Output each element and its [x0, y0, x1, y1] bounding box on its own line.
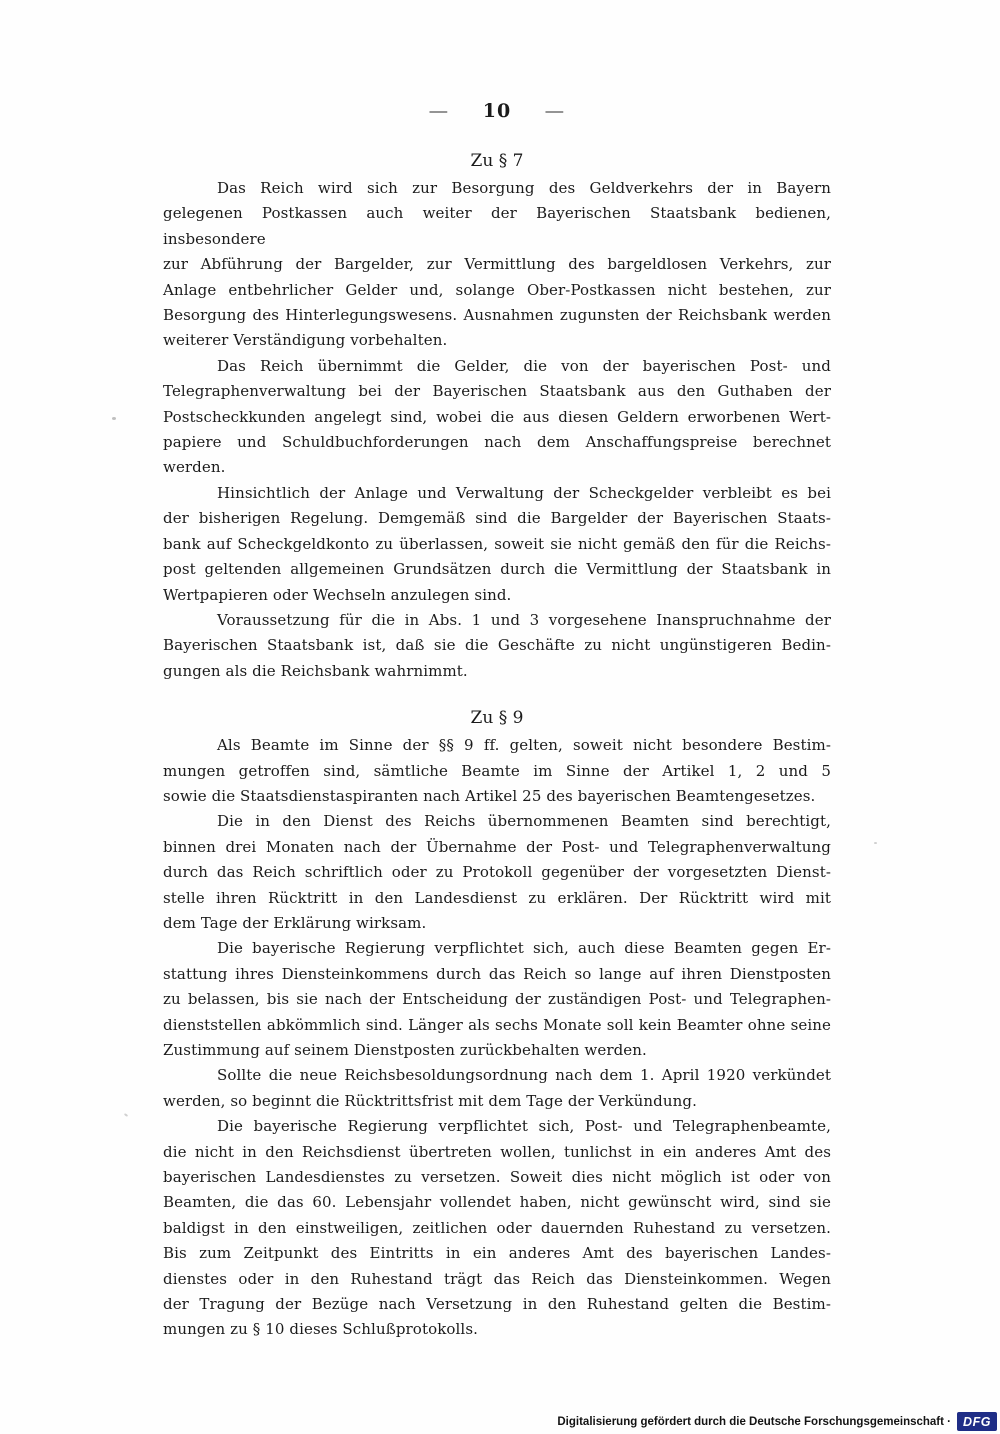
page-number-dash-left: —: [428, 102, 450, 120]
text-line: bank auf Scheckgeldkonto zu überlassen, soweit sie nicht gemäß den für die Reichs-: [163, 534, 831, 553]
scan-speck: [874, 842, 877, 844]
page-number-dash-right: —: [544, 102, 566, 120]
text-column: [163, 96, 831, 1343]
scan-speck: [124, 1113, 128, 1117]
text-line: Sollte die neue Reichsbesoldungsordnung nach dem 1. April 1920 verkündet: [217, 1066, 831, 1085]
text-line: zu belassen, bis sie nach der Entscheidung der zuständigen Post- und Telegraphen-: [163, 990, 831, 1009]
text-line: post geltenden allgemeinen Grundsätzen durch die Vermittlung der Staatsbank in: [163, 560, 831, 579]
text-line: Postscheckkunden angelegt sind, wobei die aus diesen Geldern erworbenen Wert-: [163, 407, 831, 426]
text-line: gelegenen Postkassen auch weiter der Bayerischen Staatsbank bedienen, insbesondere: [163, 204, 831, 248]
text-line: Telegraphenverwaltung bei der Bayerischen Staatsbank aus den Guthaben der: [163, 382, 831, 401]
text-line: Das Reich wird sich zur Besorgung des Geldverkehrs der in Bayern: [217, 179, 831, 197]
text-line: werden, so beginnt die Rücktrittsfrist mit dem Tage der Verkündung.: [163, 1091, 697, 1110]
text-line: Voraussetzung für die in Abs. 1 und 3 vorgesehene Inanspruchnahme der: [217, 610, 831, 629]
paragraph: [163, 936, 831, 1063]
text-line: mungen getroffen sind, sämtliche Beamte im Sinne der Artikel 1, 2 und 5: [163, 761, 831, 780]
text-line: sowie die Staatsdienstaspiranten nach Artikel 25 des bayerischen Beamtengesetzes.: [163, 786, 816, 805]
text-line: bayerischen Landesdienstes zu versetzen. Soweit dies nicht möglich ist oder von: [163, 1168, 831, 1187]
paragraph: [163, 1063, 831, 1114]
dfg-logo: DFG: [957, 1412, 997, 1431]
paragraph: [163, 1114, 831, 1343]
text-line: Beamten, die das 60. Lebensjahr vollendet haben, nicht gewünscht wird, sind sie: [163, 1193, 831, 1212]
paragraph: [163, 809, 831, 936]
text-line: zur Abführung der Bargelder, zur Vermittlung des bargeldlosen Verkehrs, zur: [163, 255, 831, 274]
paragraph: [163, 608, 831, 684]
text-line: durch das Reich schriftlich oder zu Protokoll gegenüber der vorgesetzten Dienst-: [163, 863, 831, 882]
text-line: Bayerischen Staatsbank ist, daß sie die Geschäfte zu nicht ungünstigeren Bedin-: [163, 636, 831, 655]
text-line: dienstes oder in den Ruhestand trägt das Reich das Diensteinkommen. Wegen: [163, 1269, 831, 1288]
page-number: 10: [482, 100, 512, 122]
text-line: gungen als die Reichsbank wahrnimmt.: [163, 661, 468, 680]
text-line: Anlage entbehrlicher Gelder und, solange Ober-Postkassen nicht bestehen, zur: [163, 280, 831, 299]
text-line: stattung ihres Diensteinkommens durch das Reich so lange auf ihren Dienstposten: [163, 964, 831, 983]
paragraph: [163, 354, 831, 481]
text-line: der bisherigen Regelung. Demgemäß sind die Bargelder der Bayerischen Staats-: [163, 509, 831, 528]
document-body: [163, 148, 831, 1343]
text-line: stelle ihren Rücktritt in den Landesdienst zu erklären. Der Rücktritt wird mit: [163, 888, 831, 907]
paragraph: [163, 176, 831, 354]
text-line: der Tragung der Bezüge nach Versetzung in den Ruhestand gelten die Bestim-: [163, 1295, 831, 1314]
text-line: die nicht in den Reichsdienst übertreten wollen, tunlichst in ein anderes Amt des: [163, 1142, 831, 1161]
text-line: Hinsichtlich der Anlage und Verwaltung der Scheckgelder verbleibt es bei: [217, 483, 831, 502]
text-line: papiere und Schuldbuchforderungen nach dem Anschaffungspreise berechnet werden.: [163, 433, 831, 477]
section-heading: Zu § 7: [470, 151, 524, 171]
paragraph: [163, 733, 831, 809]
text-line: binnen drei Monaten nach der Übernahme der Post- und Telegraphenverwaltung: [163, 837, 831, 856]
paragraph: [163, 481, 831, 608]
text-line: Das Reich übernimmt die Gelder, die von der bayerischen Post- und: [217, 356, 831, 375]
page-number-row: [163, 96, 831, 126]
text-line: dem Tage der Erklärung wirksam.: [163, 913, 427, 932]
section-heading: Zu § 9: [470, 708, 524, 729]
text-line: baldigst in den einstweiligen, zeitlichen oder dauernden Ruhestand zu versetzen.: [163, 1218, 831, 1237]
text-line: Die bayerische Regierung verpflichtet sich, auch diese Beamten gegen Er-: [217, 939, 831, 958]
scan-speck: [112, 417, 116, 420]
text-line: Die in den Dienst des Reichs übernommenen Beamten sind berechtigt,: [217, 812, 831, 831]
text-line: Die bayerische Regierung verpflichtet sich, Post- und Telegraphenbeamte,: [217, 1117, 831, 1136]
text-line: Wertpapieren oder Wechseln anzulegen sind.: [163, 585, 512, 604]
text-line: Als Beamte im Sinne der §§ 9 ff. gelten, soweit nicht besondere Bestim-: [217, 736, 831, 755]
text-line: mungen zu § 10 dieses Schlußprotokolls.: [163, 1320, 478, 1339]
digitization-credit: [557, 1412, 997, 1431]
text-line: Bis zum Zeitpunkt des Eintritts in ein anderes Amt des bayerischen Landes-: [163, 1244, 831, 1263]
text-line: weiterer Verständigung vorbehalten.: [163, 331, 448, 350]
credit-text: Digitalisierung gefördert durch die Deutsche Forschungsgemeinschaft ·: [557, 1415, 951, 1428]
text-line: Besorgung des Hinterlegungswesens. Ausnahmen zugunsten der Reichsbank werden: [163, 306, 831, 325]
text-line: dienststellen abkömmlich sind. Länger als sechs Monate soll kein Beamter ohne seine: [163, 1015, 831, 1034]
text-line: Zustimmung auf seinem Dienstposten zurückbehalten werden.: [163, 1041, 647, 1059]
